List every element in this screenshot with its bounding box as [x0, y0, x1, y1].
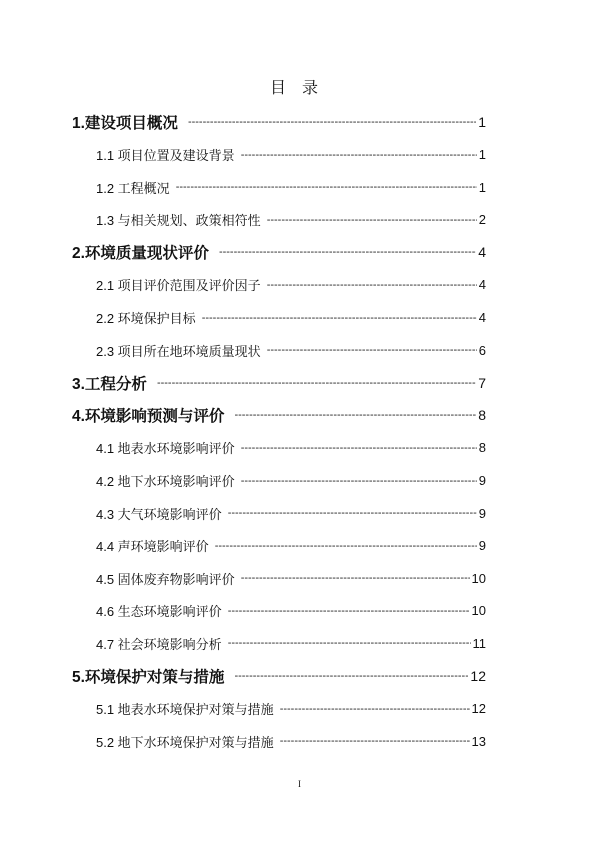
toc-page-number: 9: [478, 473, 486, 489]
toc-page-number: 10: [471, 603, 486, 619]
toc-entry-4: [72, 399, 486, 432]
toc-page-number: 7: [478, 374, 486, 391]
toc-page-number: 13: [471, 733, 486, 749]
toc-page-number: 2: [478, 212, 486, 228]
dot-leader: [234, 669, 468, 683]
toc-entry-2-1: [72, 269, 486, 302]
toc-page-number: 8: [478, 440, 486, 456]
dot-leader: [241, 571, 470, 585]
toc-page-number: 6: [478, 342, 486, 358]
toc-entry-4-4: [72, 529, 486, 562]
toc-title: 目 录: [270, 78, 319, 97]
toc-page-number: 1: [478, 179, 486, 195]
toc-page-number: 10: [471, 570, 486, 586]
toc-entry-label: 3.工程分析: [72, 375, 147, 393]
toc-entry-5: [72, 660, 486, 693]
toc-page-number: 4: [478, 244, 486, 261]
dot-leader: [157, 376, 476, 390]
toc-entry-label: 1.建设项目概况: [72, 114, 178, 132]
toc-entry-label: 4.2 地下水环境影响评价: [96, 474, 235, 490]
toc-entry-5-1: [72, 692, 486, 725]
toc-entry-label: 5.1 地表水环境保护对策与措施: [96, 702, 274, 718]
dot-leader: [202, 311, 477, 325]
dot-leader: [215, 539, 477, 553]
toc-entry-1-2: [72, 171, 486, 204]
toc-entry-1-3: [72, 203, 486, 236]
toc-page-number: 9: [478, 538, 486, 554]
dot-leader: [267, 343, 477, 357]
toc-entry-2-3: [72, 334, 486, 367]
toc-entry-label: 2.环境质量现状评价: [72, 245, 209, 263]
dot-leader: [280, 734, 470, 748]
toc-page-number: 1: [478, 113, 486, 130]
dot-leader: [241, 148, 477, 162]
dot-leader: [228, 506, 477, 520]
toc-entry-4-3: [72, 497, 486, 530]
toc-entry-label: 2.2 环境保护目标: [96, 311, 196, 327]
toc-page-number: 1: [478, 147, 486, 163]
toc-page-number: 12: [470, 668, 486, 685]
table-of-contents: [72, 106, 486, 758]
toc-entry-label: 4.环境影响预测与评价: [72, 408, 225, 426]
toc-entry-label: 5.环境保护对策与措施: [72, 669, 225, 687]
toc-entry-5-2: [72, 725, 486, 758]
toc-entry-label: 1.1 项目位置及建设背景: [96, 148, 235, 164]
dot-leader: [241, 441, 477, 455]
toc-entry-4-2: [72, 464, 486, 497]
dot-leader: [228, 604, 470, 618]
toc-entry-4-1: [72, 432, 486, 465]
toc-entry-label: 4.6 生态环境影响评价: [96, 604, 222, 620]
toc-entry-2-2: [72, 301, 486, 334]
toc-page-number: 4: [478, 277, 486, 293]
dot-leader: [280, 702, 470, 716]
toc-entry-label: 2.3 项目所在地环境质量现状: [96, 343, 261, 359]
toc-entry-label: 4.7 社会环境影响分析: [96, 636, 222, 652]
dot-leader: [267, 278, 477, 292]
toc-entry-label: 4.4 声环境影响评价: [96, 539, 209, 555]
toc-entry-4-6: [72, 595, 486, 628]
toc-page-number: 11: [472, 635, 486, 651]
toc-entry-4-7: [72, 627, 486, 660]
dot-leader: [267, 213, 477, 227]
toc-page-number: 12: [471, 701, 486, 717]
toc-page-number: 8: [478, 407, 486, 424]
toc-entry-label: 4.3 大气环境影响评价: [96, 506, 222, 522]
toc-entry-label: 4.5 固体废弃物影响评价: [96, 571, 235, 587]
toc-entry-2: [72, 236, 486, 269]
toc-entry-label: 4.1 地表水环境影响评价: [96, 441, 235, 457]
dot-leader: [234, 408, 476, 422]
toc-entry-label: 5.2 地下水环境保护对策与措施: [96, 734, 274, 750]
dot-leader: [219, 245, 476, 259]
toc-entry-label: 1.2 工程概况: [96, 180, 170, 196]
toc-entry-label: 1.3 与相关规划、政策相符性: [96, 213, 261, 229]
toc-entry-1-1: [72, 138, 486, 171]
toc-page-number: 4: [478, 310, 486, 326]
toc-page-number: 9: [478, 505, 486, 521]
dot-leader: [241, 474, 477, 488]
footer-page-number: I: [298, 779, 301, 789]
dot-leader: [188, 115, 476, 129]
dot-leader: [176, 180, 477, 194]
toc-entry-label: 2.1 项目评价范围及评价因子: [96, 278, 261, 294]
toc-entry-4-5: [72, 562, 486, 595]
toc-entry-3: [72, 366, 486, 399]
toc-entry-1: [72, 106, 486, 139]
dot-leader: [228, 636, 471, 650]
